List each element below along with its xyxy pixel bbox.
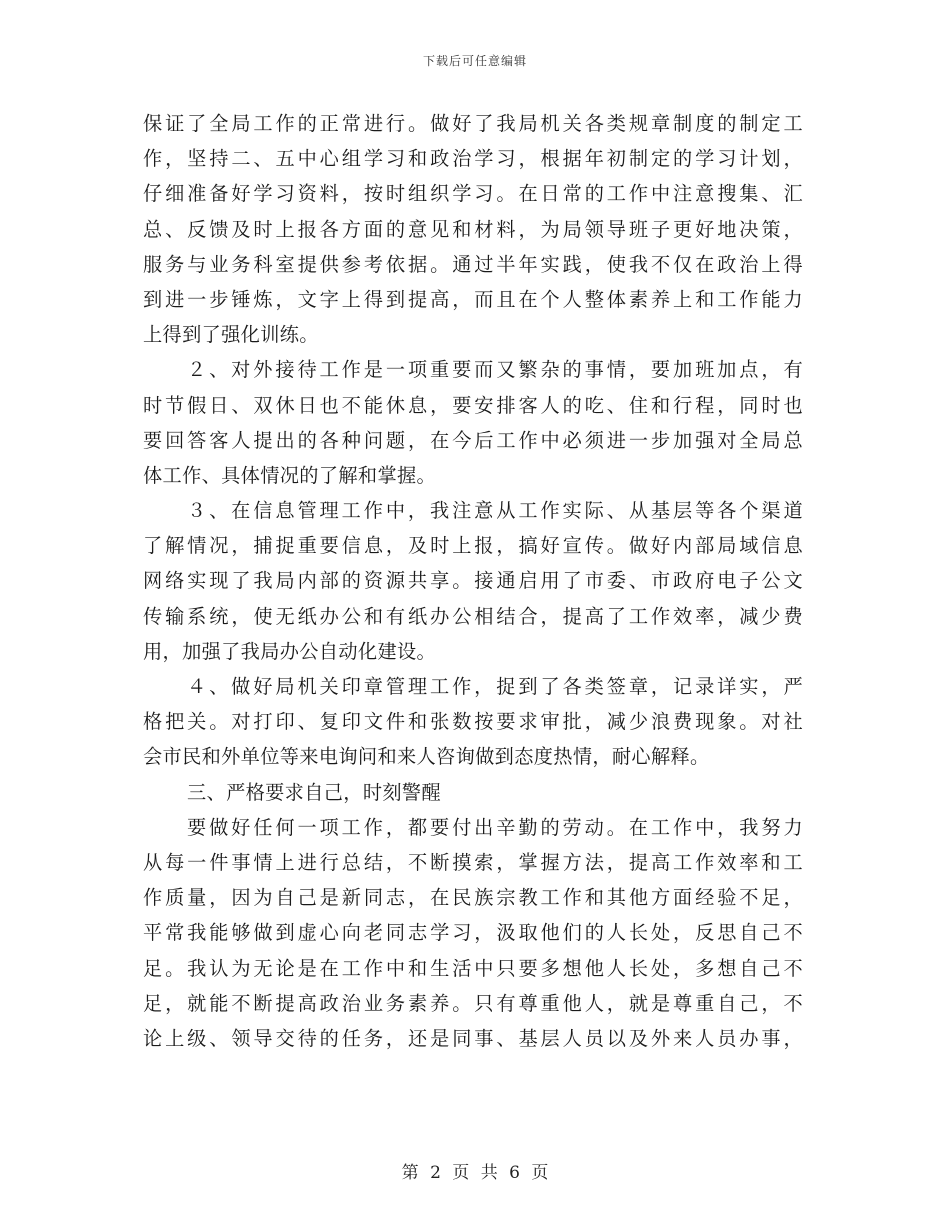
body-line: ３、在信息管理工作中，我注意从工作实际、从基层等各个渠道 — [187, 499, 803, 523]
body-line: 时节假日、双休日也不能休息，要安排客人的吃、住和行程，同时也 — [143, 393, 803, 417]
body-line: 要做好任何一项工作，都要付出辛勤的劳动。在工作中，我努力 — [187, 815, 803, 839]
body-line: 保证了全局工作的正常进行。做好了我局机关各类规章制度的制定工 — [143, 112, 803, 135]
section-heading: 三、严格要求自己，时刻警醒 — [187, 780, 441, 804]
body-line: 足。我认为无论是在工作中和生活中只要多想他人长处，多想自己不 — [143, 956, 803, 980]
body-line: ４、做好局机关印章管理工作，捉到了各类签章，记录详实，严 — [187, 675, 803, 698]
body-line: 上得到了强化训练。 — [143, 323, 319, 347]
body-line: 到进一步锤炼，文字上得到提高，而且在个人整体素养上和工作能力 — [143, 287, 803, 311]
body-line: 论上级、领导交待的任务，还是同事、基层人员以及外来人员办事， — [143, 1026, 803, 1050]
body-line: 要回答客人提出的各种问题，在今后工作中必须进一步加强对全局总 — [143, 428, 803, 452]
page-number-footer: 第 2 页 共 6 页 — [401, 1163, 549, 1183]
body-line: 仔细准备好学习资料，按时组织学习。在日常的工作中注意搜集、汇 — [143, 182, 803, 206]
document-body — [143, 106, 803, 1056]
body-line: 用，加强了我局办公自动化建设。 — [143, 639, 437, 663]
body-line: 传输系统，使无纸办公和有纸办公相结合，提高了工作效率，减少费 — [143, 604, 803, 628]
body-line: ２、对外接待工作是一项重要而又繁杂的事情，要加班加点，有 — [187, 358, 803, 382]
body-line: 足，就能不断提高政治业务素养。只有尊重他人，就是尊重自己，不 — [143, 991, 803, 1015]
page-header: 下载后可任意编辑 — [422, 54, 527, 68]
body-line: 体工作、具体情况的了解和掌握。 — [143, 463, 437, 487]
body-line: 了解情况，捕捉重要信息，及时上报，搞好宣传。做好内部局域信息 — [143, 534, 803, 558]
body-line: 作，坚持二、五中心组学习和政治学习，根据年初制定的学习计划， — [143, 147, 803, 171]
body-line: 作质量，因为自己是新同志，在民族宗教工作和其他方面经验不足， — [143, 886, 803, 910]
body-line: 服务与业务科室提供参考依据。通过半年实践，使我不仅在政治上得 — [143, 252, 803, 276]
body-line: 总、反馈及时上报各方面的意见和材料，为局领导班子更好地决策， — [143, 217, 803, 241]
body-line: 平常我能够做到虚心向老同志学习，汲取他们的人长处，反思自己不 — [143, 921, 803, 945]
body-line: 格把关。对打印、复印文件和张数按要求审批，减少浪费现象。对社 — [143, 710, 803, 734]
body-line: 会市民和外单位等来电询问和来人咨询做到态度热情，耐心解释。 — [143, 745, 710, 769]
body-line: 从每一件事情上进行总结，不断摸索，掌握方法，提高工作效率和工 — [143, 850, 803, 874]
body-line: 网络实现了我局内部的资源共享。接通启用了市委、市政府电子公文 — [143, 569, 803, 593]
